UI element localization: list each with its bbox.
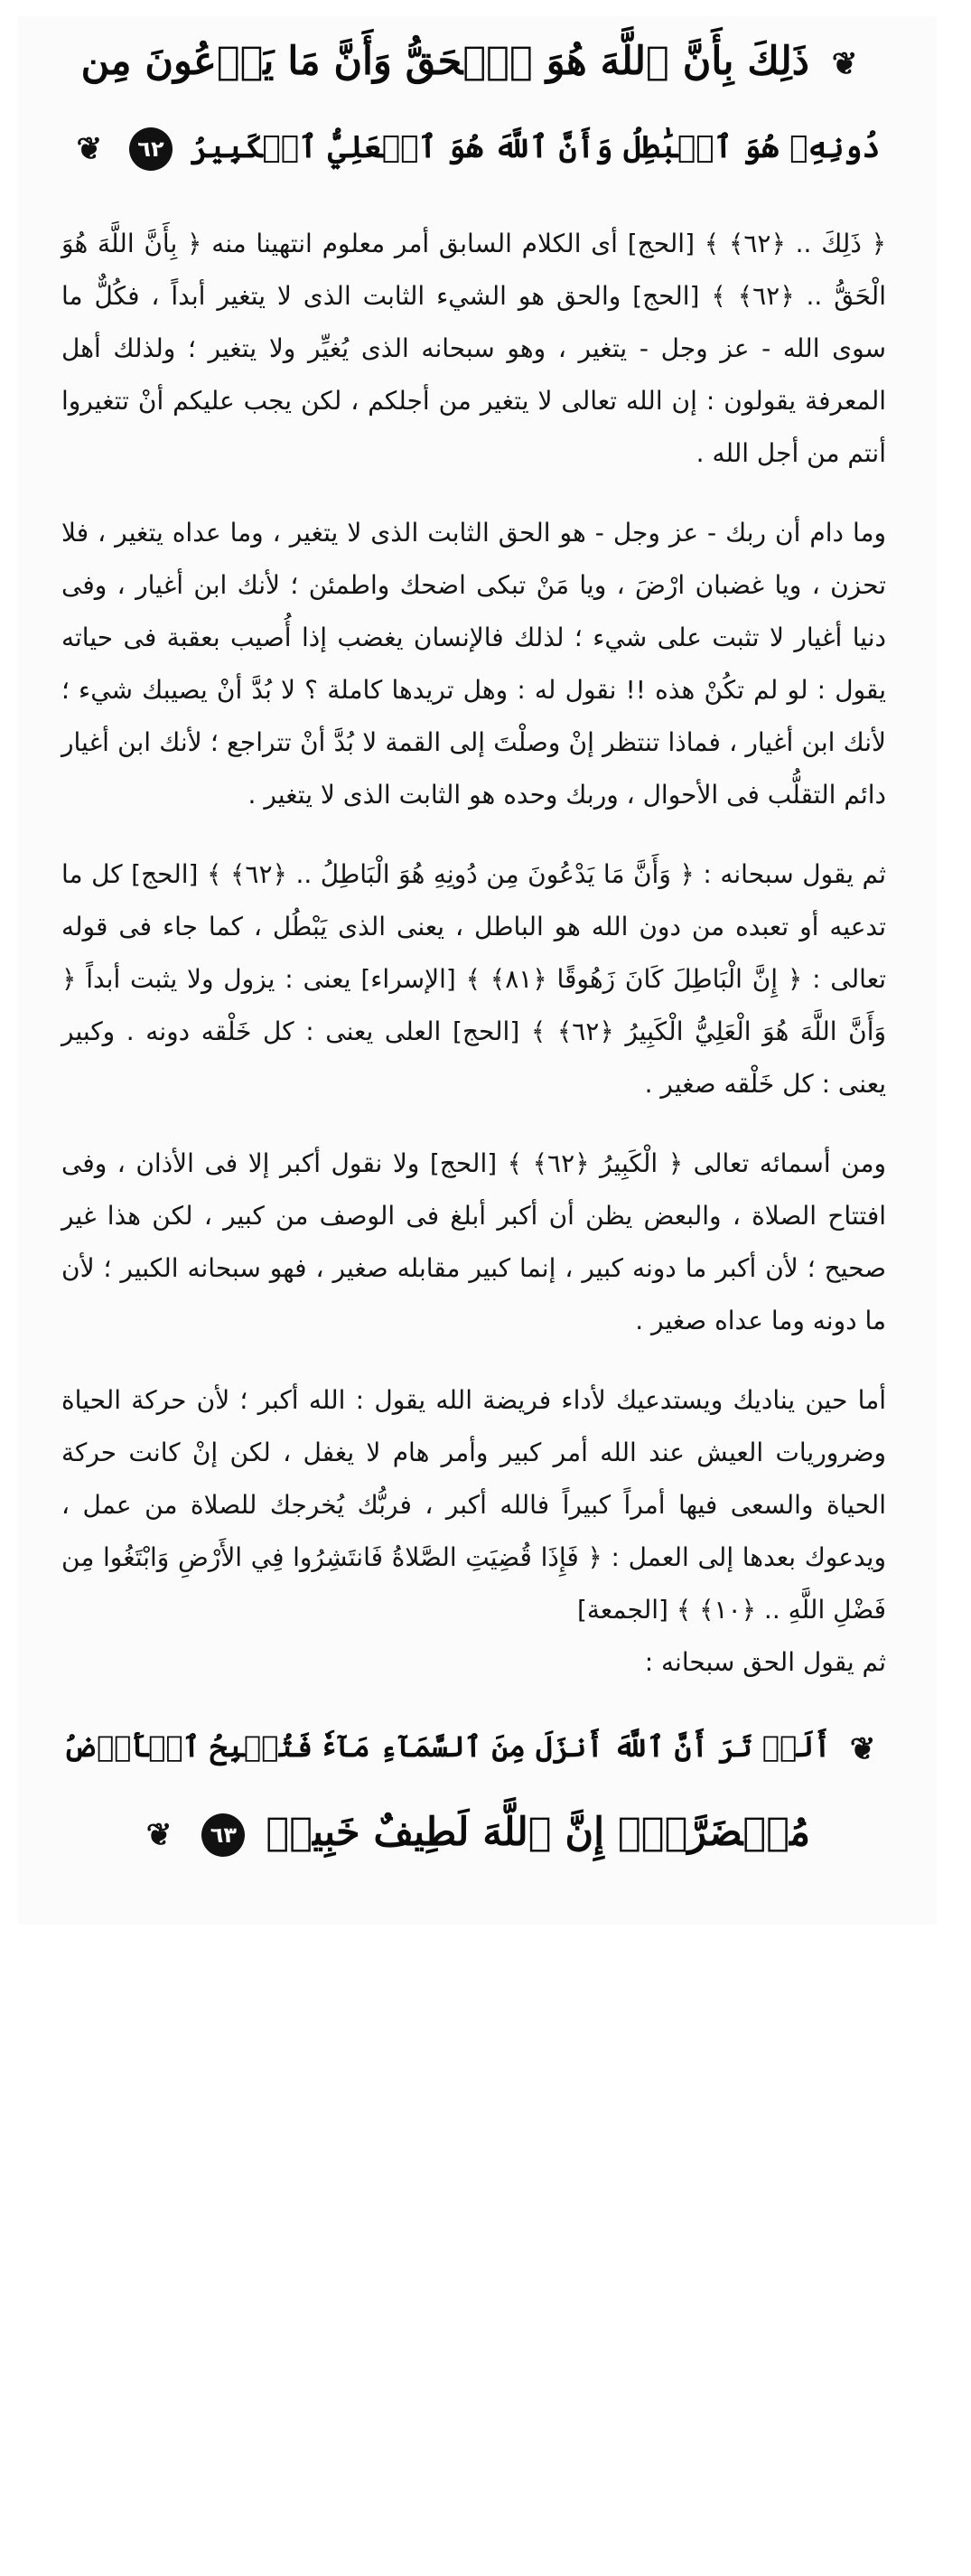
commentary-paragraph: أما حين يناديك ويستدعيك لأداء فريضة الله يقول : الله أكبر ؛ لأن حركة الحياة وضروريات العيش عند الله أمر كبير وأمر هام لا يغفل ، لكن إنْ كانت حركة الحياة والسعى فيها أمراً كبيراً فالله أكبر ، فربُّك يُخرجك للصلاة من عمل ، ويدعوك بعدها إلى العمل : ﴿ فَإِذَا قُضِيَتِ الصَّلاةُ فَانتَشِرُوا فِي الأَرْضِ وَابْتَغُوا مِن فَضْلِ اللَّهِ .. ﴿١٠﴾ ﴾ [الجمعة]	[61, 1385, 886, 1625]
commentary-paragraph: وما دام أن ربك - عز وجل - هو الحق الثابت الذى لا يتغير ، وما عداه يتغير ، فلا تحزن ، ويا غضبان ارْضَ ، ويا مَنْ تبكى اضحك واطمئن ؛ لأنك ابن أغيار ، وفى دنيا أغيار لا تثبت على شيء ؛ لذلك فالإنسان يغضب إذا أُصيب بعقبة فى حياته يقول : لو لم تكُنْ هذه !! نقول له : وهل تريدها كاملة ؟ لا بُدَّ أنْ يصيبك شيء ؛ لأنك ابن أغيار ، فماذا تنتظر إنْ وصلْتَ إلى القمة لا بُدَّ أنْ تتراجع ؛ لأنك ابن أغيار دائم التقلُّب فى الأحوال ، وربك وحده هو الثابت الذى لا يتغير .	[61, 518, 886, 810]
bottom-verse-line-1	[61, 1705, 886, 1791]
ornament-icon: ❦	[145, 1816, 173, 1853]
bottom-verse-block	[61, 1705, 886, 1877]
top-verse-block	[61, 16, 886, 191]
top-verse-line-2	[61, 106, 886, 191]
top-verse-text-1: ذَلِكَ بِأَنَّ ٱللَّهَ هُوَ ٱلۡحَقُّ وَأَنَّ مَا يَدۡعُونَ مِن	[80, 39, 809, 84]
top-verse-text-2: دُونِهِۦ هُوَ ٱلۡبَٰطِلُ وَأَنَّ ٱللَّهَ هُوَ ٱلۡعَلِيُّ ٱلۡكَبِيرُ	[190, 129, 881, 165]
ornament-icon: ❦	[76, 131, 103, 167]
commentary-paragraph: ﴿ ذَلِكَ .. ﴿٦٢﴾ ﴾ [الحج] أى الكلام السابق أمر معلوم انتهينا منه ﴿ بِأَنَّ اللَّهَ هُوَ الْحَقُّ .. ﴿٦٢﴾ ﴾ [الحج] والحق هو الشيء الثابت الذى لا يتغير أبداً ، فكُلٌّ ما سوى الله - عز وجل - يتغير ، وهو سبحانه الذى يُغيِّر ولا يتغير ؛ ولذلك أهل المعرفة يقولون : إن الله تعالى لا يتغير من أجلكم ، لكن يجب عليكم أنْ تتغيروا أنتم من أجل الله .	[61, 229, 886, 468]
bottom-verse-text-2: مُخۡضَرَّةًۚ إِنَّ ٱللَّهَ لَطِيفٌ خَبِيرٞ	[266, 1809, 811, 1855]
commentary-paragraph: ثم يقول سبحانه : ﴿ وَأَنَّ مَا يَدْعُونَ مِن دُونِهِ هُوَ الْبَاطِلُ .. ﴿٦٢﴾ ﴾ [الحج] كل ما تدعيه أو تعبده من دون الله هو الباطل ، يعنى الذى يَبْطُل ، كما جاء فى قوله تعالى : ﴿ إِنَّ الْبَاطِلَ كَانَ زَهُوقًا ﴿٨١﴾ ﴾ [الإسراء] يعنى : يزول ولا يثبت أبداً ﴿ وَأَنَّ اللَّهَ هُوَ الْعَلِيُّ الْكَبِيرُ ﴿٦٢﴾ ﴾ [الحج] العلى يعنى : كل خَلْقه دونه . وكبير يعنى : كل خَلْقه صغير .	[61, 859, 886, 1099]
closing-line: ثم يقول الحق سبحانه :	[644, 1647, 886, 1677]
verse-number-badge: ٦٣	[201, 1813, 245, 1857]
commentary-paragraph: ومن أسمائه تعالى ﴿ الْكَبِيرُ ﴿٦٢﴾ ﴾ [الحج] ولا نقول أكبر إلا فى الأذان ، وفى افتتاح الصلاة ، والبعض يظن أن أكبر أبلغ فى الوصف من كبير ، لكن هذا غير صحيح ؛ لأن أكبر ما دونه كبير ، إنما كبير مقابله صغير ، فهو سبحانه الكبير ؛ لأن ما دونه وما عداه صغير .	[61, 1148, 887, 1335]
ornament-icon: ❦	[831, 46, 858, 82]
bottom-verse-text-1: أَلَمۡ تَرَ أَنَّ ٱللَّهَ أَنزَلَ مِنَ ٱلسَّمَآءِ مَآءٗ فَتُصۡبِحُ ٱلۡأَرۡضُ	[62, 1729, 831, 1764]
bottom-verse-line-2	[61, 1791, 886, 1877]
top-verse-line-1	[61, 20, 886, 106]
verse-number-badge: ٦٢	[129, 127, 173, 171]
ornament-icon: ❦	[849, 1730, 876, 1767]
book-page	[18, 16, 937, 1925]
